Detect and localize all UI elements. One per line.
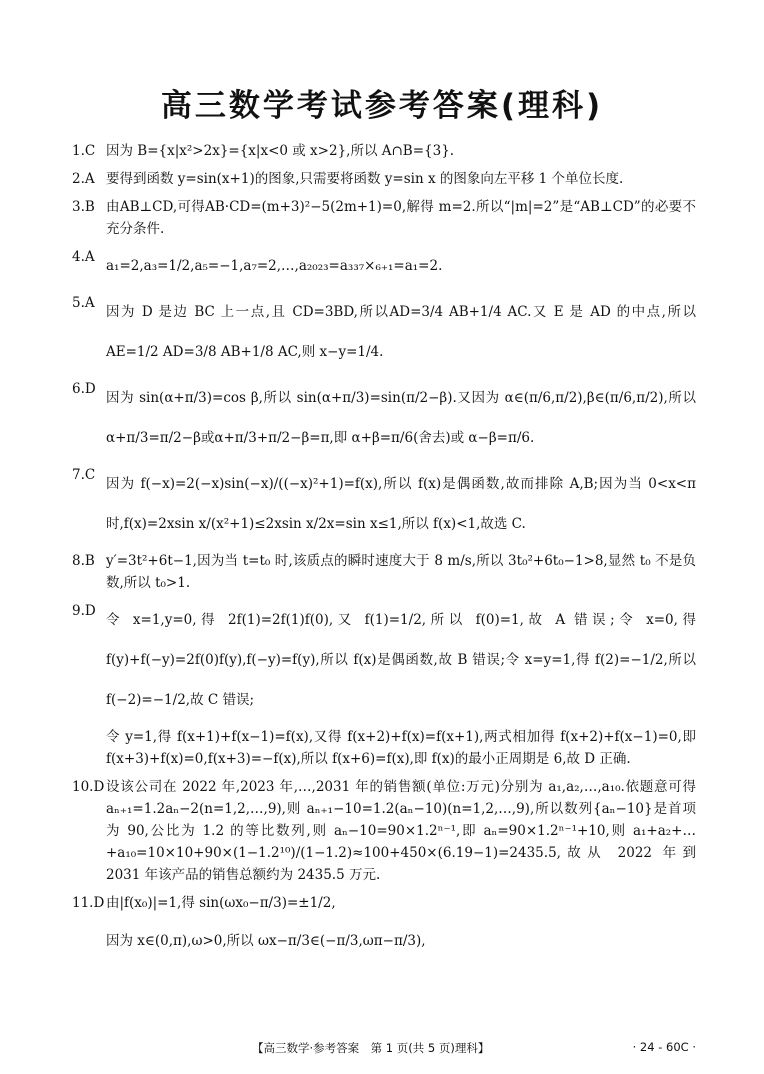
answer-item-4 xyxy=(72,246,696,286)
page-title: 高三数学考试参考答案(理科) xyxy=(160,88,604,124)
answer-text-continued: 令 y=1,得 f(x+1)+f(x−1)=f(x),又得 f(x+2)+f(x)=f(x+1),两式相加得 f(x+2)+f(x−1)=0,即 f(x+3)+f(x)=0,f(x+3)=−f(x),所以 f(x+6)=f(x),即 f(x)的最小正周期是 6,故 D 正确. xyxy=(106,729,696,767)
answer-number: 2.A xyxy=(72,171,95,187)
answer-text-continued: 因为 x∈(0,π),ω>0,所以 ωx−π/3∈(−π/3,ωπ−π/3), xyxy=(106,933,426,949)
answer-text: 因为 D 是边 BC 上一点,且 CD=3BD,所以AD=3/4 AB+1/4 AC.又 E 是 AD 的中点,所以AE=1/2 AD=3/8 AB+1/8 AC,则 x−y=1/4. xyxy=(106,304,696,360)
answer-text: y′=3t²+6t−1,因为当 t=t₀ 时,该质点的瞬时速度大于 8 m/s,所以 3t₀²+6t₀−1>8,显然 t₀ 不是负数,所以 t₀>1. xyxy=(106,553,696,591)
answer-number: 4.A xyxy=(72,249,95,265)
answer-number: 10.D xyxy=(72,779,105,795)
answer-number: 11.D xyxy=(72,895,105,911)
answer-number: 3.B xyxy=(72,199,95,215)
answer-item-6 xyxy=(72,378,696,458)
answer-text: 因为 f(−x)=2(−x)sin(−x)/((−x)²+1)=f(x),所以 f(x)是偶函数,故而排除 A,B;因为当 0<x<π 时,f(x)=2xsin x/(x²+1)≤2xsin x/2x=sin x≤1,所以 f(x)<1,故选 C. xyxy=(106,476,696,532)
answer-text: 设该公司在 2022 年,2023 年,…,2031 年的销售额(单位:万元)分别为 a₁,a₂,…,a₁₀.依题意可得 aₙ₊₁=1.2aₙ−2(n=1,2,…,9),则 aₙ₊₁−10=1.2(aₙ−10)(n=1,2,…,9),所以数列{aₙ−10}是首项为 90,公比为 1.2 的等比数列,则 aₙ−10=90×1.2ⁿ⁻¹,即 aₙ=90×1.2ⁿ⁻¹+10,则 a₁+a₂+…+a₁₀=10×10+90×(1−1.2¹⁰)/(1−1.2)≈100+450×(6.19−1)=2435.5,故从 2022 年到 2031 年该产品的销售总额约为 2435.5 万元. xyxy=(106,779,696,883)
answer-item-11 xyxy=(72,892,696,952)
answer-item-8 xyxy=(72,550,696,594)
answer-number: 1.C xyxy=(72,143,96,159)
answer-text: 由|f(x₀)|=1,得 sin(ωx₀−π/3)=±1/2, xyxy=(106,895,336,911)
answer-list xyxy=(72,140,696,958)
answer-item-7 xyxy=(72,464,696,544)
answer-text: 要得到函数 y=sin(x+1)的图象,只需要将函数 y=sin x 的图象向左平移 1 个单位长度. xyxy=(106,171,624,187)
answer-item-2 xyxy=(72,168,696,190)
answer-item-9 xyxy=(72,600,696,770)
answer-text: 由AB⊥CD,可得AB·CD=(m+3)²−5(2m+1)=0,解得 m=2.所以“|m|=2”是“AB⊥CD”的必要不充分条件. xyxy=(106,199,696,237)
answer-text: 令 x=1,y=0,得 2f(1)=2f(1)f(0),又 f(1)=1/2,所以 f(0)=1,故 A 错误;令 x=0,得 f(y)+f(−y)=2f(0)f(y),f(−y)=f(y),所以 f(x)是偶函数,故 B 错误;令 x=y=1,得 f(2)=−1/2,所以 f(−2)=−1/2,故 C 错误; xyxy=(106,612,696,708)
answer-number: 9.D xyxy=(72,603,96,619)
footer-page-info: 【高三数学·参考答案 第 1 页(共 5 页)理科】 xyxy=(252,1041,490,1055)
answer-number: 7.C xyxy=(72,467,96,483)
answer-number: 8.B xyxy=(72,553,95,569)
answer-text: 因为 B={x|x²>2x}={x|x<0 或 x>2},所以 A∩B={3}. xyxy=(106,143,455,159)
answer-item-3 xyxy=(72,196,696,240)
answer-item-10 xyxy=(72,776,696,886)
answer-item-1 xyxy=(72,140,696,162)
answer-number: 5.A xyxy=(72,295,95,311)
page-footer xyxy=(72,1040,696,1058)
answer-text: 因为 sin(α+π/3)=cos β,所以 sin(α+π/3)=sin(π/2−β).又因为 α∈(π/6,π/2),β∈(π/6,π/2),所以 α+π/3=π/2−β或α+π/3+π/2−β=π,即 α+β=π/6(舍去)或 α−β=π/6. xyxy=(106,390,696,446)
answer-text: a₁=2,a₃=1/2,a₅=−1,a₇=2,…,a₂₀₂₃=a₃₃₇×₆₊₁=a₁=2. xyxy=(106,258,443,274)
footer-code: · 24 - 60C · xyxy=(632,1040,696,1054)
answer-number: 6.D xyxy=(72,381,96,397)
answer-item-5 xyxy=(72,292,696,372)
